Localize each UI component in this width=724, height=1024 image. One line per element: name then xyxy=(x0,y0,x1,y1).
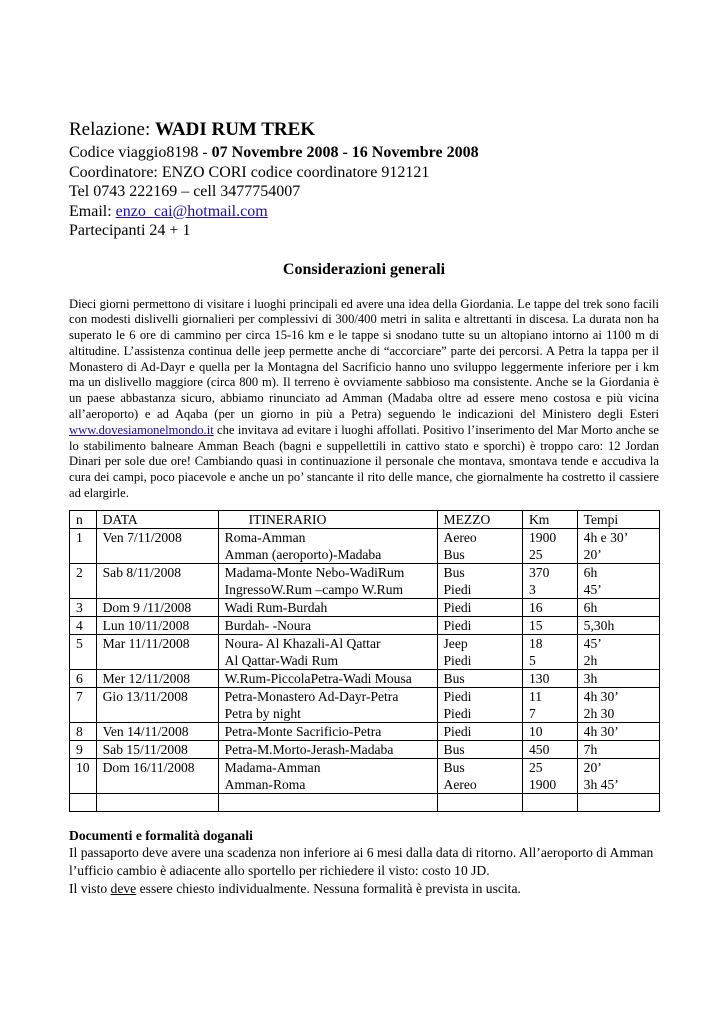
email-label: Email: xyxy=(69,202,116,220)
table-cell xyxy=(70,528,97,563)
table-cell xyxy=(218,793,437,811)
cell-line: 4h e 30’ xyxy=(583,529,629,545)
intro-paragraph xyxy=(69,297,659,502)
cell-line: Lun 10/11/2008 xyxy=(102,617,190,633)
cell-line: Bus xyxy=(443,546,465,562)
cell-line: Bus xyxy=(443,670,465,686)
cell-line: 3h xyxy=(583,670,598,686)
cell-line: 15 xyxy=(528,617,543,633)
documents-line xyxy=(69,880,659,898)
cell-line: Bus xyxy=(443,564,465,580)
cell-line: Ven 7/11/2008 xyxy=(102,529,182,545)
table-cell xyxy=(577,740,659,758)
cell-line: Piedi xyxy=(443,599,472,615)
cell-line: 45’ xyxy=(583,581,602,597)
header-cell: Km xyxy=(522,510,577,528)
documents-title: Documenti e formalità doganali xyxy=(69,827,253,843)
cell-line: Petra by night xyxy=(224,705,301,721)
table-cell xyxy=(218,758,437,793)
table-cell xyxy=(577,634,659,669)
table-cell xyxy=(577,758,659,793)
cell-line: 130 xyxy=(528,670,550,686)
cell-line: Piedi xyxy=(443,723,472,739)
table-cell xyxy=(522,740,577,758)
cell-line: Madama-Monte Nebo-WadiRum xyxy=(224,564,405,580)
table-cell xyxy=(218,616,437,634)
header-cell: Tempi xyxy=(577,510,659,528)
table-cell xyxy=(70,598,97,616)
cell-line: Dom 16/11/2008 xyxy=(102,759,195,775)
table-cell xyxy=(577,722,659,740)
cell-line: 20’ xyxy=(583,759,602,775)
table-cell xyxy=(70,793,97,811)
intro-text-2: che invitava ad evitare i luoghi affollati. Positivo l’inserimento del Mar Morto anche se lo stabilimento balneare Amman Beach (bagni e suppellettili in cattivo stato e sporchi) è troppo caro: 12 Jordan Dinari per sole due ore! Cambiando quasi in continuazione il personale che montava, smontava tende e accudiva la cura dei campi, poco piacevole e anche un po’ stancante il rito delle mance, che giornalmente ha costretto il cassiere ad elargirle. xyxy=(69,422,659,501)
cell-line: 5,30h xyxy=(583,617,615,633)
cell-line: 4h 30’ xyxy=(583,723,619,739)
cell-line: Mer 12/11/2008 xyxy=(102,670,191,686)
cell-line: 2 xyxy=(76,564,83,580)
documents-line: Il passaporto deve avere una scadenza non inferiore ai 6 mesi dalla data di ritorno. All’aeroporto di Amman l’ufficio cambio è adiacente allo sportello per richiedere il visto: costo 10 JD. xyxy=(69,844,654,878)
table-cell xyxy=(96,616,218,634)
cell-line: 7 xyxy=(76,688,83,704)
cell-line: Bus xyxy=(443,759,465,775)
documents-text-part: Il visto xyxy=(69,880,111,896)
cell-line: 2h xyxy=(583,652,598,668)
table-cell xyxy=(522,616,577,634)
table-row xyxy=(70,616,660,634)
cell-line: 18 xyxy=(528,635,543,651)
cell-line: 4 xyxy=(76,617,83,633)
table-cell xyxy=(218,740,437,758)
coordinator-line: Coordinatore: ENZO CORI codice coordinatore 912121 xyxy=(69,163,430,181)
email-line xyxy=(69,202,659,222)
cell-line: 6 xyxy=(76,670,83,686)
cell-line: Roma-Amman xyxy=(224,529,306,545)
table-cell xyxy=(218,669,437,687)
table-cell xyxy=(522,598,577,616)
table-cell xyxy=(437,616,522,634)
cell-line: Al Qattar-Wadi Rum xyxy=(224,652,339,668)
table-cell xyxy=(522,563,577,598)
table-cell xyxy=(437,598,522,616)
table-cell xyxy=(70,634,97,669)
table-cell xyxy=(437,793,522,811)
table-row xyxy=(70,634,660,669)
table-cell xyxy=(218,634,437,669)
cell-line: 9 xyxy=(76,741,83,757)
table-cell xyxy=(218,722,437,740)
table-cell xyxy=(437,563,522,598)
cell-line: 1900 xyxy=(528,776,557,792)
table-cell xyxy=(96,793,218,811)
table-cell xyxy=(577,669,659,687)
table-row xyxy=(70,598,660,616)
table-cell xyxy=(437,687,522,722)
cell-line: Sab 8/11/2008 xyxy=(102,564,182,580)
cell-line: 450 xyxy=(528,741,550,757)
table-row xyxy=(70,793,660,811)
table-cell xyxy=(218,598,437,616)
table-cell xyxy=(522,528,577,563)
cell-line: 2h 30 xyxy=(583,705,615,721)
table-cell xyxy=(70,563,97,598)
table-cell xyxy=(96,634,218,669)
documents-text xyxy=(69,844,659,898)
cell-line: W.Rum-PiccolaPetra-Wadi Mousa xyxy=(224,670,412,686)
cell-line: 10 xyxy=(528,723,543,739)
cell-line: Piedi xyxy=(443,688,472,704)
cell-line: Dom 9 /11/2008 xyxy=(102,599,192,615)
cell-line: 3h 45’ xyxy=(583,776,619,792)
table-cell xyxy=(577,793,659,811)
table-cell xyxy=(437,634,522,669)
cell-line: 7 xyxy=(528,705,536,721)
cell-line: 25 xyxy=(528,759,543,775)
cell-line: Sab 15/11/2008 xyxy=(102,741,188,757)
table-cell xyxy=(96,669,218,687)
table-cell xyxy=(70,687,97,722)
table-cell xyxy=(70,740,97,758)
table-cell xyxy=(96,758,218,793)
table-cell xyxy=(522,793,577,811)
table-cell xyxy=(577,616,659,634)
header-cell: ITINERARIO xyxy=(218,510,437,528)
table-cell xyxy=(70,758,97,793)
table-row xyxy=(70,758,660,793)
table-cell xyxy=(70,616,97,634)
cell-line: Amman (aeroporto)-Madaba xyxy=(224,546,382,562)
table-row xyxy=(70,740,660,758)
cell-line: Burdah- -Noura xyxy=(224,617,312,633)
cell-line: Aereo xyxy=(443,776,477,792)
table-cell xyxy=(577,563,659,598)
cell-line: 16 xyxy=(528,599,543,615)
cell-line: Piedi xyxy=(443,705,472,721)
cell-line: Amman-Roma xyxy=(224,776,306,792)
table-cell xyxy=(96,598,218,616)
cell-line: 8 xyxy=(76,723,83,739)
table-cell xyxy=(577,528,659,563)
cell-line: Piedi xyxy=(443,581,472,597)
documents-text-part: essere chiesto individualmente. Nessuna formalità è prevista in uscita. xyxy=(136,880,521,896)
table-body xyxy=(70,528,660,811)
header-cell: DATA xyxy=(96,510,218,528)
table-cell xyxy=(577,687,659,722)
table-cell xyxy=(70,722,97,740)
participants-line: Partecipanti 24 + 1 xyxy=(69,222,191,239)
cell-line: Wadi Rum-Burdah xyxy=(224,599,328,615)
table-cell xyxy=(96,528,218,563)
table-cell xyxy=(437,669,522,687)
title-name: WADI RUM TREK xyxy=(155,119,316,140)
table-cell xyxy=(96,740,218,758)
table-row xyxy=(70,722,660,740)
section-title: Considerazioni generali xyxy=(282,260,446,278)
cell-line: Madama-Amman xyxy=(224,759,321,775)
cell-line: 6h xyxy=(583,564,598,580)
intro-text-1: Dieci giorni permettono di visitare i luoghi principali ed avere una idea della Giordania. Le tappe del trek sono facili con modesti dislivelli giornalieri per complessivi di 300/400 metri in salita e altrettanti in discesa. La durata non ha superato le 6 ore di cammino per circa 15-16 km e le tappe si snodano tutte su un altopiano intorno ai 1100 m di altitudine. L’assistenza continua delle jeep permette anche di “accorciare” parte dei percorsi. A Petra la tappa per il Monastero di Ad-Dayr e quella per la Montagna del Sacrificio hanno uno sviluppo leggermente inferiore per i km ma un dislivello maggiore (circa 800 m). Il terreno è ovviamente sabbioso ma consistente. Anche se la Giordania è un paese abbastanza sicuro, abbiamo rinunciato ad Amman (Madaba oltre ad essere meno costosa e più vicina all’aeroporto) e ad Aqaba (per un giorno in più a Petra) seguendo le indicazioni del Ministero degli Esteri xyxy=(69,296,659,422)
table-cell xyxy=(522,758,577,793)
table-cell xyxy=(522,722,577,740)
table-cell xyxy=(96,687,218,722)
phone-line: Tel 0743 222169 – cell 3477754007 xyxy=(69,183,301,200)
table-cell xyxy=(218,687,437,722)
report-title xyxy=(69,118,659,142)
cell-line: Piedi xyxy=(443,617,472,633)
table-cell xyxy=(437,528,522,563)
title-prefix: Relazione: xyxy=(69,119,155,140)
cell-line: Mar 11/11/2008 xyxy=(102,635,190,651)
cell-line: 4h 30’ xyxy=(583,688,619,704)
table-cell xyxy=(218,563,437,598)
header-cell: n xyxy=(70,510,97,528)
cell-line: 20’ xyxy=(583,546,602,562)
cell-line: Jeep xyxy=(443,635,468,651)
cell-line: 3 xyxy=(528,581,536,597)
table-header-row xyxy=(70,510,660,528)
table-cell xyxy=(437,740,522,758)
cell-line: Petra-Monte Sacrificio-Petra xyxy=(224,723,382,739)
header-cell: MEZZO xyxy=(437,510,522,528)
cell-line: Gio 13/11/2008 xyxy=(102,688,188,704)
table-cell xyxy=(522,687,577,722)
cell-line: Ven 14/11/2008 xyxy=(102,723,189,739)
cell-line: 1 xyxy=(76,529,83,545)
cell-line: Piedi xyxy=(443,652,472,668)
cell-line: 370 xyxy=(528,564,550,580)
cell-line: 1900 xyxy=(528,529,557,545)
cell-line: 6h xyxy=(583,599,598,615)
cell-line: 7h xyxy=(583,741,598,757)
trip-code-label: Codice viaggio8198 - xyxy=(69,144,212,161)
cell-line: Bus xyxy=(443,741,465,757)
document-page xyxy=(69,118,659,898)
table-cell xyxy=(577,598,659,616)
cell-line: 3 xyxy=(76,599,83,615)
table-cell xyxy=(437,722,522,740)
cell-line: Petra-M.Morto-Jerash-Madaba xyxy=(224,741,394,757)
cell-line: Aereo xyxy=(443,529,477,545)
table-row xyxy=(70,528,660,563)
table-cell xyxy=(522,634,577,669)
cell-line: IngressoW.Rum –campo W.Rum xyxy=(224,581,404,597)
itinerary-table xyxy=(69,510,660,812)
table-row xyxy=(70,669,660,687)
table-cell xyxy=(522,669,577,687)
table-row xyxy=(70,563,660,598)
email-link[interactable]: enzo_cai@hotmail.com xyxy=(115,202,268,220)
table-cell xyxy=(218,528,437,563)
cell-line: 11 xyxy=(528,688,543,704)
table-cell xyxy=(96,722,218,740)
cell-line: Noura- Al Khazali-Al Qattar xyxy=(224,635,381,651)
cell-line: 45’ xyxy=(583,635,602,651)
trip-code xyxy=(69,143,659,163)
cell-line: 25 xyxy=(528,546,543,562)
table-row xyxy=(70,687,660,722)
documents-underlined: deve xyxy=(110,880,137,896)
ministry-link[interactable]: www.dovesiamonelmondo.it xyxy=(69,422,214,437)
trip-dates: 07 Novembre 2008 - 16 Novembre 2008 xyxy=(211,144,479,161)
table-cell xyxy=(70,669,97,687)
cell-line: Petra-Monastero Ad-Dayr-Petra xyxy=(224,688,399,704)
cell-line: 5 xyxy=(528,652,536,668)
table-cell xyxy=(96,563,218,598)
table-cell xyxy=(437,758,522,793)
cell-line: 10 xyxy=(76,759,90,775)
cell-line: 5 xyxy=(76,635,83,651)
